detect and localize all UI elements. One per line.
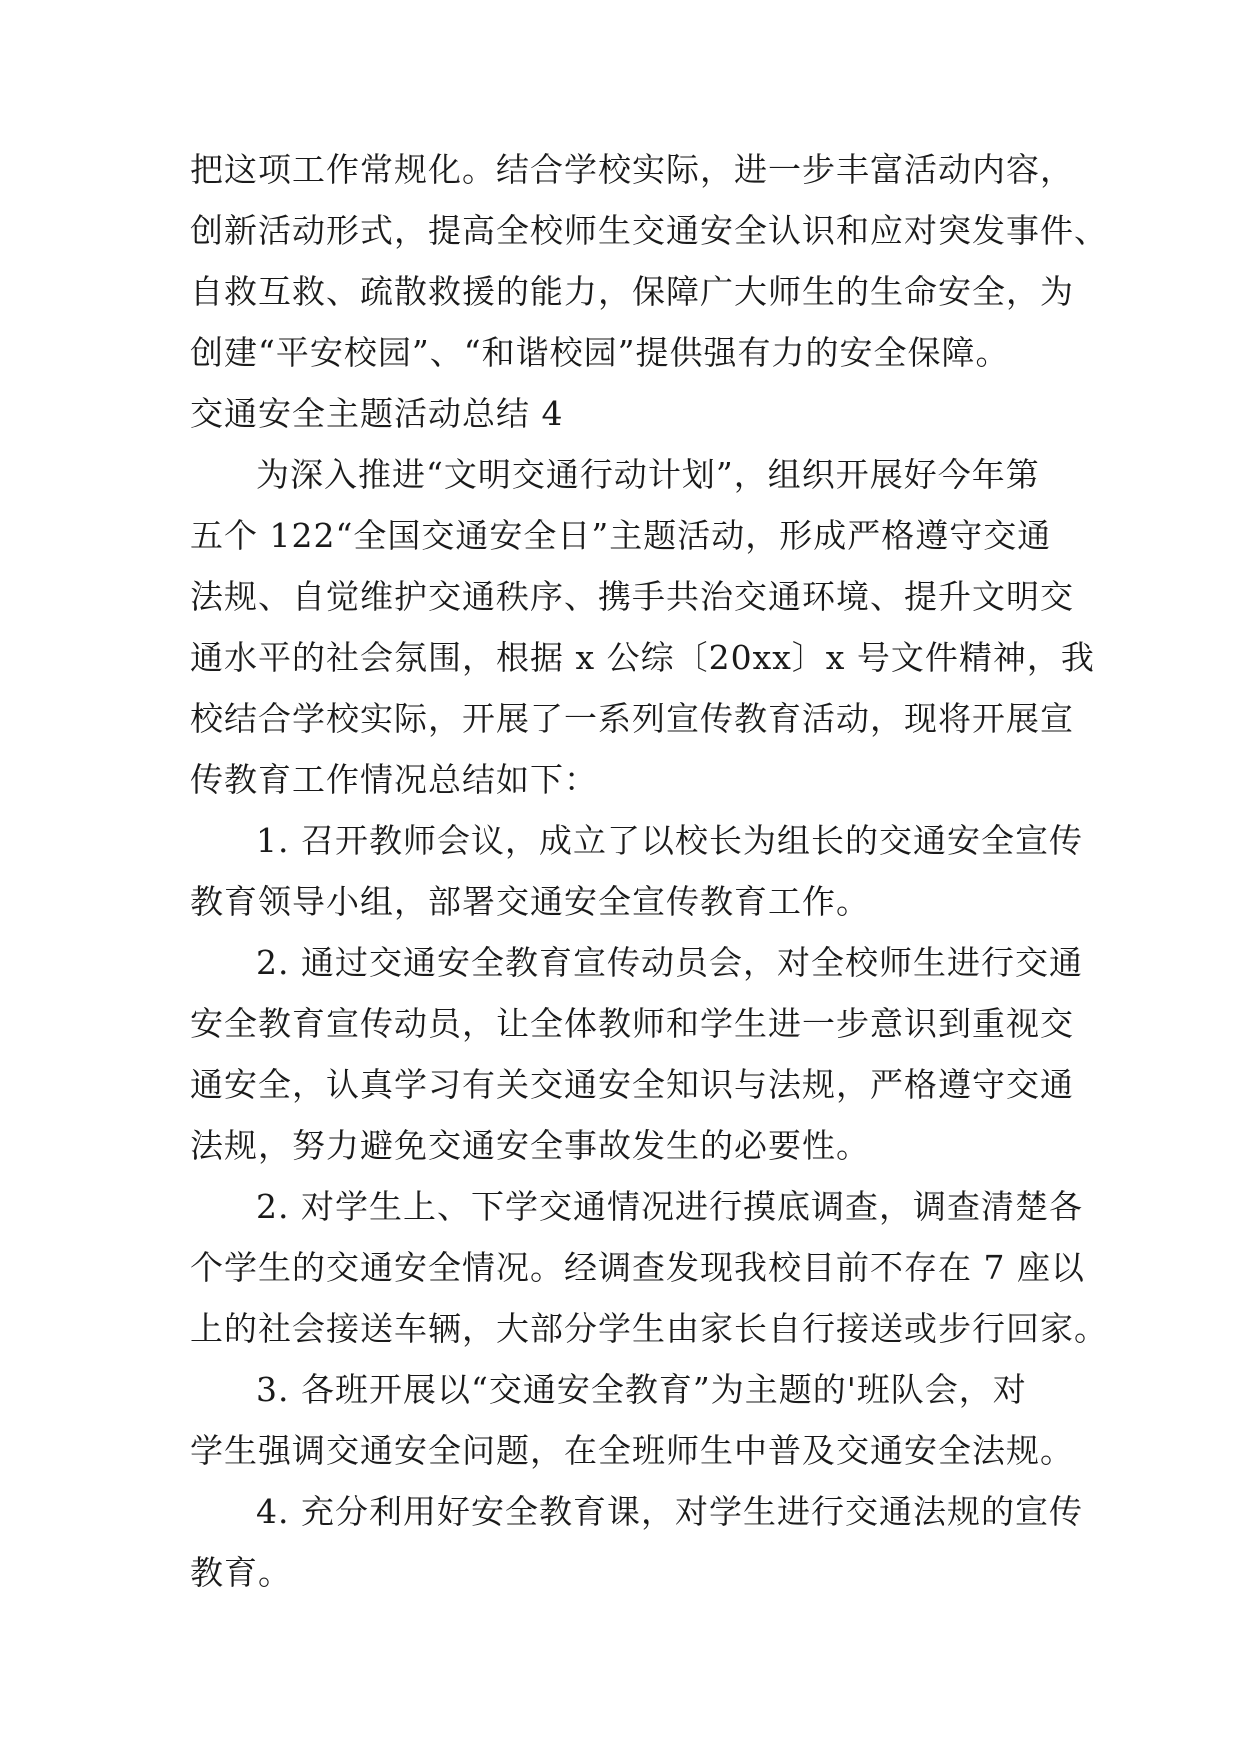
text-line: 上的社会接送车辆，大部分学生由家长自行接送或步行回家。 bbox=[190, 1309, 1108, 1348]
text-line: 法规，努力避免交通安全事故发生的必要性。 bbox=[190, 1126, 870, 1165]
text-line: 通水平的社会氛围，根据 x 公综〔20xx〕x 号文件精神，我 bbox=[190, 638, 1095, 677]
text-line: 安全教育宣传动员，让全体教师和学生进一步意识到重视交 bbox=[190, 1004, 1074, 1043]
text-line: 通安全，认真学习有关交通安全知识与法规，严格遵守交通 bbox=[190, 1065, 1074, 1104]
text-line: 自救互救、疏散救援的能力，保障广大师生的生命安全，为 bbox=[190, 272, 1074, 311]
list-item-line: 2. 对学生上、下学交通情况进行摸底调查，调查清楚各 bbox=[256, 1187, 1083, 1226]
list-item-line: 1. 召开教师会议，成立了以校长为组长的交通安全宣传 bbox=[256, 821, 1083, 860]
list-item-line: 2. 通过交通安全教育宣传动员会，对全校师生进行交通 bbox=[256, 943, 1083, 982]
text-line: 创新活动形式，提高全校师生交通安全认识和应对突发事件、 bbox=[190, 211, 1108, 250]
section-heading: 交通安全主题活动总结 4 bbox=[190, 394, 564, 433]
text-line: 为深入推进“文明交通行动计划”，组织开展好今年第 bbox=[256, 455, 1040, 494]
list-item-line: 3. 各班开展以“交通安全教育”为主题的'班队会，对 bbox=[256, 1370, 1027, 1409]
text-line: 传教育工作情况总结如下： bbox=[190, 760, 598, 799]
text-line: 法规、自觉维护交通秩序、携手共治交通环境、提升文明交 bbox=[190, 577, 1074, 616]
text-line: 教育。 bbox=[190, 1553, 292, 1592]
text-line: 校结合学校实际，开展了一系列宣传教育活动，现将开展宣 bbox=[190, 699, 1074, 738]
text-line: 五个 122“全国交通安全日”主题活动，形成严格遵守交通 bbox=[190, 516, 1052, 555]
list-item-line: 4. 充分利用好安全教育课，对学生进行交通法规的宣传 bbox=[256, 1492, 1083, 1531]
text-line: 学生强调交通安全问题，在全班师生中普及交通安全法规。 bbox=[190, 1431, 1074, 1470]
text-line: 把这项工作常规化。结合学校实际，进一步丰富活动内容， bbox=[190, 150, 1074, 189]
text-line: 创建“平安校园”、“和谐校园”提供强有力的安全保障。 bbox=[190, 333, 1010, 372]
text-line: 教育领导小组，部署交通安全宣传教育工作。 bbox=[190, 882, 870, 921]
text-line: 个学生的交通安全情况。经调查发现我校目前不存在 7 座以 bbox=[190, 1248, 1085, 1287]
